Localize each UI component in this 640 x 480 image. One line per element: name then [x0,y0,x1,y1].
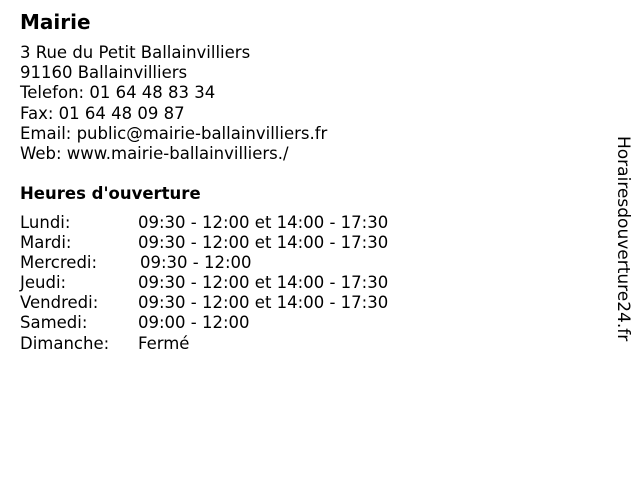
hours-day-label: Jeudi: [20,273,67,293]
email-address: Email: public@mairie-ballainvilliers.fr [20,123,328,143]
fax-number: Fax: 01 64 48 09 87 [20,103,185,123]
hours-time-value: 09:30 - 12:00 et 14:00 - 17:30 [138,273,389,293]
phone-number: Telefon: 01 64 48 83 34 [20,83,216,103]
hours-time-value: 09:30 - 12:00 et 14:00 - 17:30 [138,213,389,232]
website-address: Web: www.mairie-ballainvilliers./ [20,143,289,163]
contact-block [20,43,327,164]
hours-time-value: Fermé [138,333,190,353]
hours-time-value: 09:00 - 12:00 [138,313,250,333]
hours-day-label: Vendredi: [20,293,99,313]
page-title: Mairie [20,10,91,34]
hours-day-label: Lundi: [20,213,71,232]
hours-day-label: Mercredi: [20,253,98,273]
opening-hours-heading: Heures d'ouverture [20,184,201,203]
address-street: 3 Rue du Petit Ballainvilliers [20,43,251,62]
hours-day-label: Dimanche: [20,333,110,353]
hours-time-value: 09:30 - 12:00 et 14:00 - 17:30 [138,233,389,253]
address-city: 91160 Ballainvilliers [20,63,188,83]
hours-time-value: 09:30 - 12:00 [140,253,252,273]
hours-day-label: Mardi: [20,233,72,253]
site-brand-watermark: Horairesdouverture24.fr [613,136,633,342]
hours-time-value: 09:30 - 12:00 et 14:00 - 17:30 [138,293,389,313]
hours-day-label: Samedi: [20,313,88,333]
